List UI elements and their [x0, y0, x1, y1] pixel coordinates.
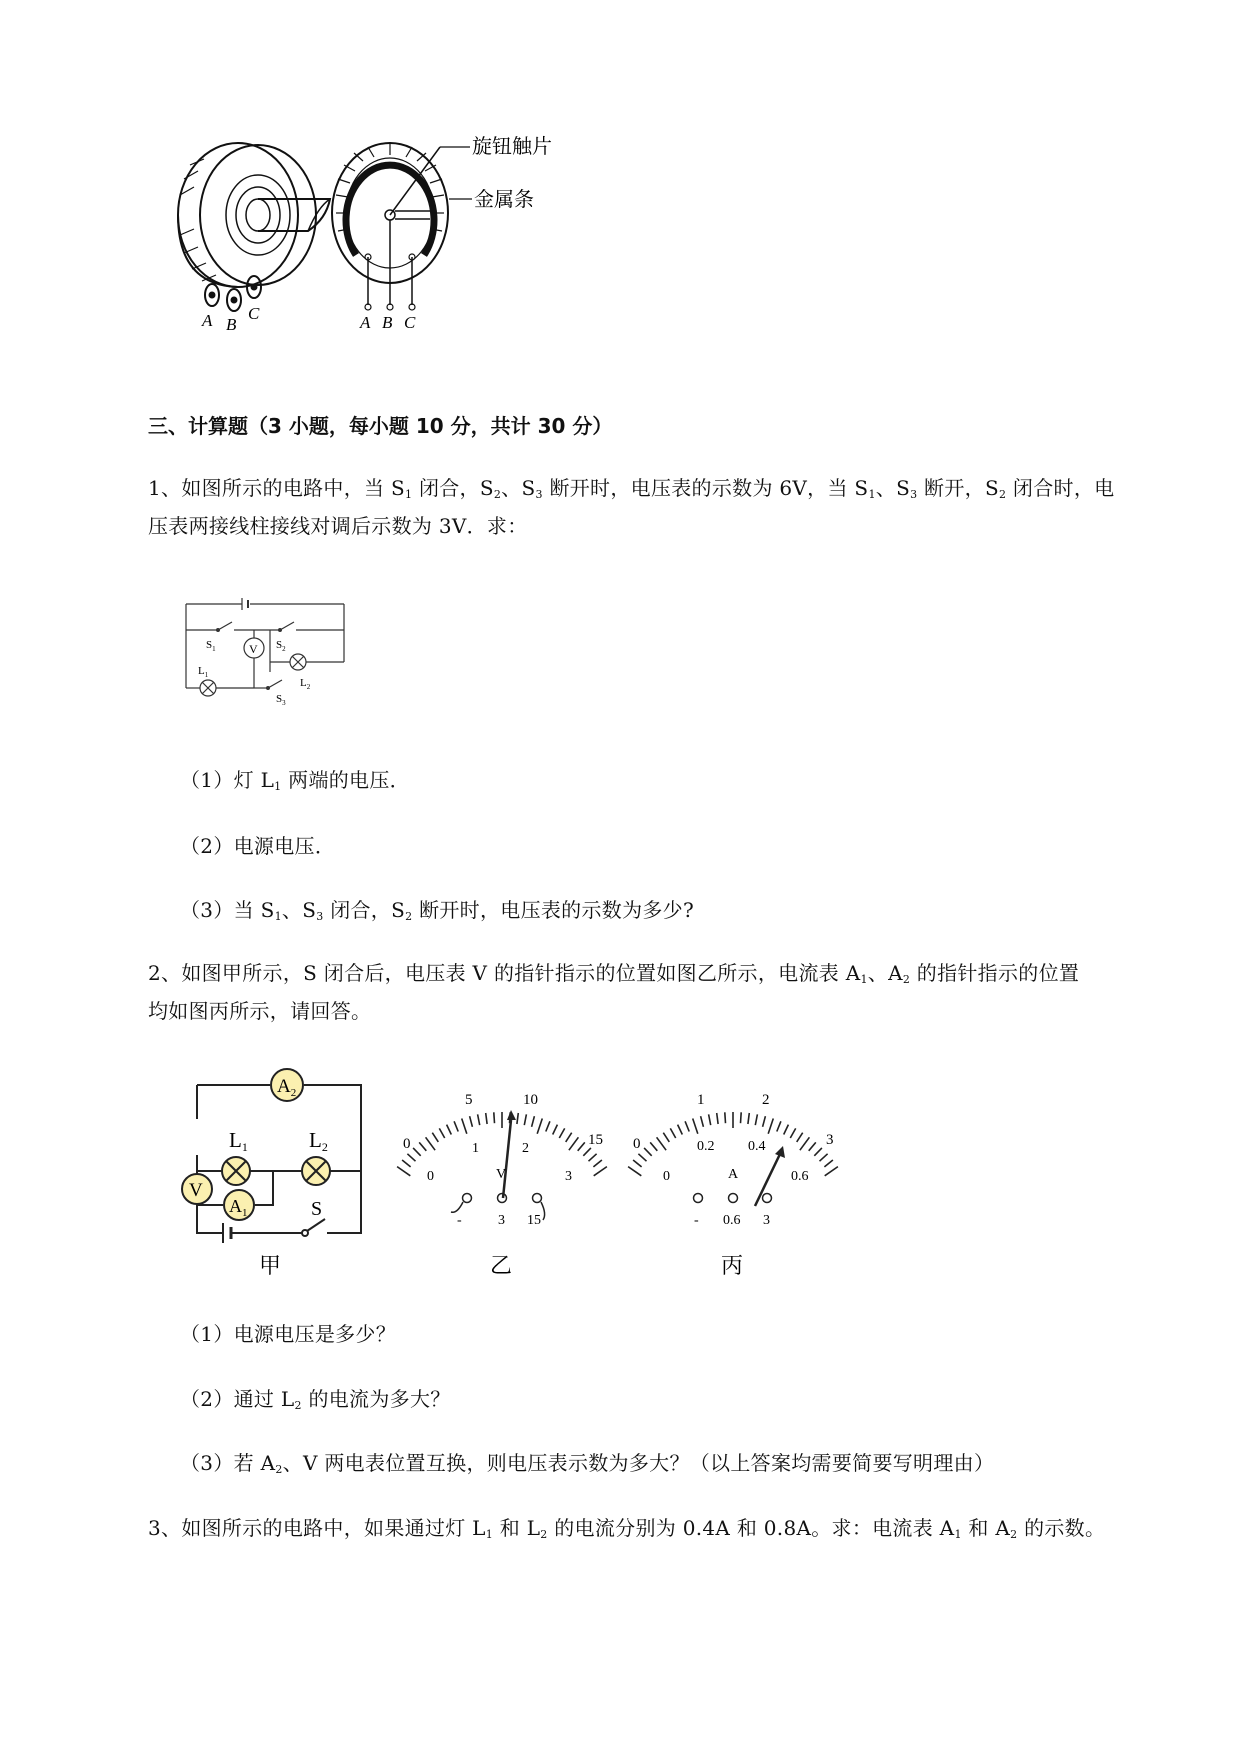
- q1-fig-s3-label: $S_3$: [276, 693, 286, 707]
- q1-stem-line1: 1、如图所示的电路中，当 $S_1$ 闭合，$S_2$、$S_3$ 断开时，电压表的示数为 6V，当 $S_1$、$S_3$ 断开，$S_2$ 闭合时，电: [148, 476, 1115, 501]
- amp-unit-label: A: [728, 1167, 739, 1182]
- potentiometer-body-drawing: [178, 143, 330, 311]
- volt-unit-label: V: [496, 1167, 507, 1182]
- q2-stem-line2: 均如图丙所示，请回答。: [148, 999, 372, 1023]
- amp-top-tick-0: 0: [633, 1136, 641, 1152]
- volt-bottom-tick-3: 3: [565, 1169, 572, 1184]
- q2-fig-caption-yi: 乙: [490, 1253, 513, 1278]
- q3-stem: 3、如图所示的电路中，如果通过灯 $L_1$ 和 $L_2$ 的电流分别为 0.4A 和 0.8A。求：电流表 $A_1$ 和 $A_2$ 的示数。: [148, 1516, 1106, 1541]
- voltmeter-needle-tip: [507, 1110, 516, 1120]
- scale-tick: [494, 1112, 495, 1123]
- scale-tick: [470, 1116, 473, 1127]
- q2-ammeter-figure: [625, 1090, 850, 1280]
- scale-tick: [419, 1142, 426, 1150]
- q1-sub2: （2）电源电压．: [180, 834, 336, 858]
- pot-label-knob: 旋钮触片: [472, 136, 552, 158]
- scale-tick: [777, 1121, 781, 1131]
- amp-top-tick-3: 3: [826, 1132, 834, 1148]
- scale-tick: [566, 1133, 572, 1142]
- scale-tick: [741, 1112, 742, 1123]
- scale-tick: [638, 1154, 646, 1161]
- q2-fig-s-label: S: [311, 1198, 323, 1220]
- scale-tick: [797, 1133, 803, 1142]
- q2-sub3: （3）若 $A_2$、V 两电表位置互换，则电压表示数为多大？（以上答案均需要简要写明理由）: [180, 1451, 995, 1476]
- q2-sub1: （1）电源电压是多少？: [180, 1322, 397, 1346]
- amp-top-tick-2: 2: [762, 1092, 770, 1108]
- q1-fig-l1-label: $L_1$: [198, 665, 209, 679]
- q1-fig-s2-label: $S_2$: [276, 639, 286, 653]
- pot-label-strip: 金属条: [474, 189, 534, 211]
- scale-tick: [407, 1154, 415, 1161]
- scale-tick: [768, 1119, 773, 1134]
- q2-fig-l1-lamp: [222, 1157, 250, 1185]
- q2-stem-line1: 2、如图甲所示，S 闭合后，电压表 V 的指针指示的位置如图乙所示，电流表 $A_1$、$A_2$ 的指针指示的位置: [148, 961, 1080, 986]
- volt-top-tick-5: 5: [465, 1092, 473, 1108]
- volt-terminal-3: 3: [498, 1213, 505, 1228]
- amp-bottom-tick-0: 0: [663, 1169, 670, 1184]
- scale-tick: [685, 1121, 689, 1131]
- scale-tick: [644, 1148, 652, 1156]
- q2-fig-caption-bing: 丙: [721, 1253, 744, 1278]
- amp-terminal-06: 0.6: [723, 1213, 741, 1228]
- potentiometer-inside-drawing: [332, 143, 472, 310]
- scale-tick: [553, 1125, 558, 1135]
- pot-right-terminal-c: C: [404, 313, 416, 332]
- scale-tick: [517, 1113, 518, 1124]
- scale-tick: [825, 1167, 838, 1176]
- q2-fig-l1-label: L1: [229, 1128, 248, 1154]
- voltmeter-needle: [503, 1120, 511, 1198]
- scale-tick: [633, 1160, 642, 1167]
- scale-tick: [447, 1125, 452, 1135]
- scale-tick: [824, 1160, 833, 1167]
- q2-fig-v-label: V: [189, 1180, 203, 1201]
- scale-tick: [709, 1114, 711, 1125]
- scale-tick: [524, 1114, 526, 1125]
- scale-tick: [454, 1121, 458, 1131]
- scale-tick: [657, 1137, 667, 1150]
- amp-bottom-tick-02: 0.2: [697, 1139, 715, 1154]
- scale-tick: [569, 1137, 579, 1150]
- amp-bottom-tick-04: 0.4: [748, 1139, 766, 1154]
- scale-tick: [594, 1167, 607, 1176]
- scale-tick: [583, 1148, 591, 1156]
- scale-tick: [820, 1154, 828, 1161]
- pot-right-terminal-b: B: [382, 313, 393, 332]
- scale-tick: [784, 1125, 789, 1135]
- volt-top-tick-10: 10: [523, 1092, 538, 1108]
- pot-left-terminal-b: B: [226, 315, 237, 334]
- scale-tick: [725, 1112, 726, 1123]
- volt-terminal-15: 15: [527, 1213, 541, 1228]
- scale-tick: [486, 1113, 487, 1124]
- scale-tick: [426, 1137, 436, 1150]
- pot-left-terminal-c: C: [248, 304, 260, 323]
- scale-tick: [748, 1113, 749, 1124]
- volt-bottom-tick-2: 2: [522, 1141, 529, 1156]
- amp-terminal-neg: -: [694, 1213, 699, 1228]
- amp-bottom-tick-06: 0.6: [791, 1169, 809, 1184]
- q2-fig-l2-lamp: [302, 1157, 330, 1185]
- potentiometer-figure: [150, 135, 620, 370]
- scale-tick: [650, 1142, 657, 1150]
- q2-fig-l2-label: L2: [309, 1128, 328, 1154]
- scale-tick: [717, 1113, 718, 1124]
- scale-tick: [763, 1116, 766, 1127]
- amp-top-tick-1: 1: [697, 1092, 705, 1108]
- scale-tick: [397, 1167, 410, 1176]
- scale-tick: [790, 1128, 795, 1138]
- q1-fig-v-label: V: [249, 642, 258, 656]
- section-title: 三、计算题（3 小题，每小题 10 分，共计 30 分）: [148, 414, 613, 438]
- q2-fig-caption-jia: 甲: [259, 1253, 282, 1278]
- q1-sub3: （3）当 $S_1$、$S_3$ 闭合，$S_2$ 断开时，电压表的示数为多少?: [180, 898, 694, 923]
- q1-fig-s1-label: $S_1$: [206, 639, 216, 653]
- scale-tick: [628, 1167, 641, 1176]
- volt-top-tick-15: 15: [588, 1132, 603, 1148]
- scale-tick: [462, 1119, 467, 1134]
- scale-tick: [578, 1142, 585, 1150]
- scale-tick: [693, 1119, 698, 1134]
- q1-sub1: （1）灯 $L_1$ 两端的电压．: [180, 768, 410, 793]
- scale-tick: [478, 1114, 480, 1125]
- ammeter-needle: [755, 1154, 780, 1206]
- scale-tick: [670, 1128, 675, 1138]
- scale-tick: [439, 1128, 444, 1138]
- scale-tick: [678, 1125, 683, 1135]
- q1-circuit-figure: [180, 590, 350, 710]
- q1-stem-line2: 压表两接线柱接线对调后示数为 3V．求：: [148, 514, 528, 538]
- q2-circuit-figure: [175, 1065, 375, 1280]
- scale-tick: [809, 1142, 816, 1150]
- scale-tick: [432, 1133, 438, 1142]
- scale-tick: [814, 1148, 822, 1156]
- q2-fig-a2-label: $A_2$: [277, 1076, 297, 1099]
- scale-tick: [701, 1116, 704, 1127]
- pot-left-terminal-a: A: [202, 311, 213, 330]
- pot-right-terminal-a: A: [360, 313, 371, 332]
- scale-tick: [532, 1116, 535, 1127]
- amp-terminal-3: 3: [763, 1213, 770, 1228]
- scale-tick: [402, 1160, 411, 1167]
- scale-tick: [593, 1160, 602, 1167]
- q2-fig-a1-label: $A_1$: [229, 1196, 248, 1219]
- q2-voltmeter-figure: [395, 1090, 620, 1280]
- q1-fig-l2-label: $L_2$: [300, 677, 311, 691]
- scale-tick: [546, 1121, 550, 1131]
- scale-tick: [755, 1114, 757, 1125]
- volt-bottom-tick-0: 0: [427, 1169, 434, 1184]
- scale-tick: [589, 1154, 597, 1161]
- scale-tick: [537, 1119, 542, 1134]
- scale-tick: [413, 1148, 421, 1156]
- q2-sub2: （2）通过 $L_2$ 的电流为多大？: [180, 1387, 451, 1412]
- volt-bottom-tick-1: 1: [472, 1141, 479, 1156]
- volt-terminal-neg: -: [457, 1213, 462, 1228]
- scale-tick: [663, 1133, 669, 1142]
- scale-tick: [559, 1128, 564, 1138]
- scale-tick: [800, 1137, 810, 1150]
- volt-top-tick-0: 0: [403, 1136, 411, 1152]
